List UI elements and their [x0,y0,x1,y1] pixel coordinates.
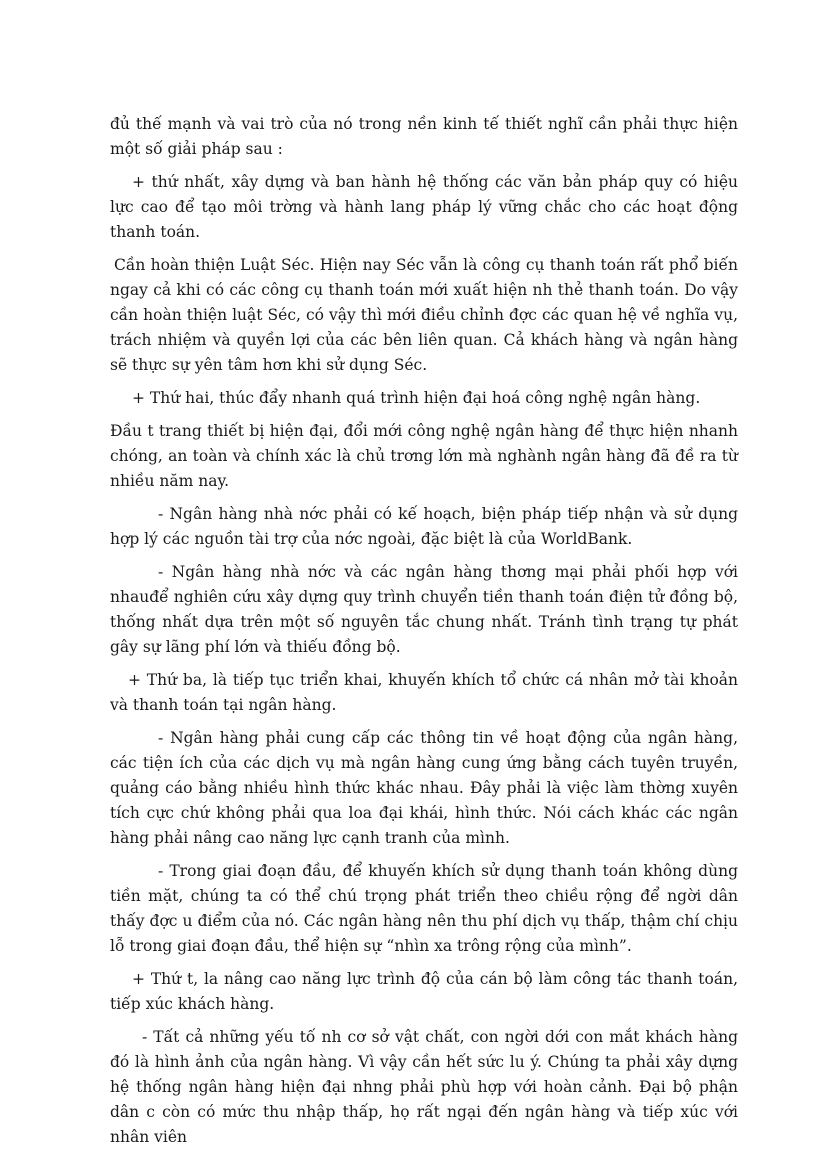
paragraph-intro: đủ thế mạnh và vai trò của nó trong nền kinh tế thiết nghĩ cần phải thực hiện một số giải pháp sau : [110,115,738,158]
paragraph-fourth-solution: + Thứ t, la nâng cao năng lực trình độ của cán bộ làm công tác thanh toán, tiếp xúc khách hàng. [110,970,738,1013]
paragraph-early-stage: - Trong giai đoạn đầu, để khuyến khích sử dụng thanh toán không dùng tiền mặt, chúng ta có thể chú trọng phát triển theo chiều rộng để ngời dân thấy đợc u điểm của nó. Các ngân hàng nên thu phí dịch vụ thấp, thậm chí chịu lỗ trong giai đoạn đầu, thể hiện sự “nhìn xa trông rộng của mình”. [110,862,738,955]
paragraph-second-solution: + Thứ hai, thúc đẩy nhanh quá trình hiện đại hoá công nghệ ngân hàng. [132,389,701,407]
paragraph-cheque-law: Cần hoàn thiện Luật Séc. Hiện nay Séc vẫn là công cụ thanh toán rất phổ biến ngay cả khi có các công cụ thanh toán mới xuất hiện nh thẻ thanh toán. Do vậy cần hoàn thiện luật Séc, có vậy thì mới điều chỉnh đợc các quan hệ về nghĩa vụ, trách nhiệm và quyền lợi của các bên liên quan. Cả khách hàng và ngân hàng sẽ thực sự yên tâm hơn khi sử dụng Séc. [110,256,738,374]
paragraph-image-of-bank: - Tất cả những yếu tố nh cơ sở vật chất, con ngời dới con mắt khách hàng đó là hình ảnh của ngân hàng. Vì vậy cần hết sức lu ý. Chúng ta phải xây dựng hệ thống ngân hàng hiện đại nhng phải phù hợp với hoàn cảnh. Đại bộ phận dân c còn có mức thu nhập thấp, họ rất ngại đến ngân hàng và tiếp xúc với nhân viên [110,1028,738,1146]
paragraph-state-bank-funding: - Ngân hàng nhà nớc phải có kế hoạch, biện pháp tiếp nhận và sử dụng hợp lý các nguồn tài trợ của nớc ngoài, đặc biệt là của WorldBank. [110,505,738,548]
paragraph-state-bank-coordination: - Ngân hàng nhà nớc và các ngân hàng thơng mại phải phối hợp với nhauđể nghiên cứu xây dựng quy trình chuyển tiền thanh toán điện tử đồng bộ, thống nhất dựa trên một số nguyên tắc chung nhất. Tránh tình trạng tự phát gây sự lãng phí lớn và thiếu đồng bộ. [110,563,738,656]
paragraph-third-solution: + Thứ ba, là tiếp tục triển khai, khuyến khích tổ chức cá nhân mở tài khoản và thanh toán tại ngân hàng. [110,671,738,714]
paragraph-investment: Đầu t trang thiết bị hiện đại, đổi mới công nghệ ngân hàng để thực hiện nhanh chóng, an toàn và chính xác là chủ trơng lớn mà nghành ngân hàng đã đề ra từ nhiều năm nay. [110,422,738,490]
paragraph-information: - Ngân hàng phải cung cấp các thông tin về hoạt động của ngân hàng, các tiện ích của các dịch vụ mà ngân hàng cung ứng bằng cách tuyên truyền, quảng cáo bằng nhiều hình thức khác nhau. Đây phải là việc làm thờng xuyên tích cực chứ không phải qua loa đại khái, hình thức. Nói cách khác các ngân hàng phải nâng cao năng lực cạnh tranh của mình. [110,729,738,847]
document-page [110,112,738,1158]
paragraph-first-solution: + thứ nhất, xây dựng và ban hành hệ thống các văn bản pháp quy có hiệu lực cao để tạo môi trờng và hành lang pháp lý vững chắc cho các hoạt động thanh toán. [110,173,738,241]
